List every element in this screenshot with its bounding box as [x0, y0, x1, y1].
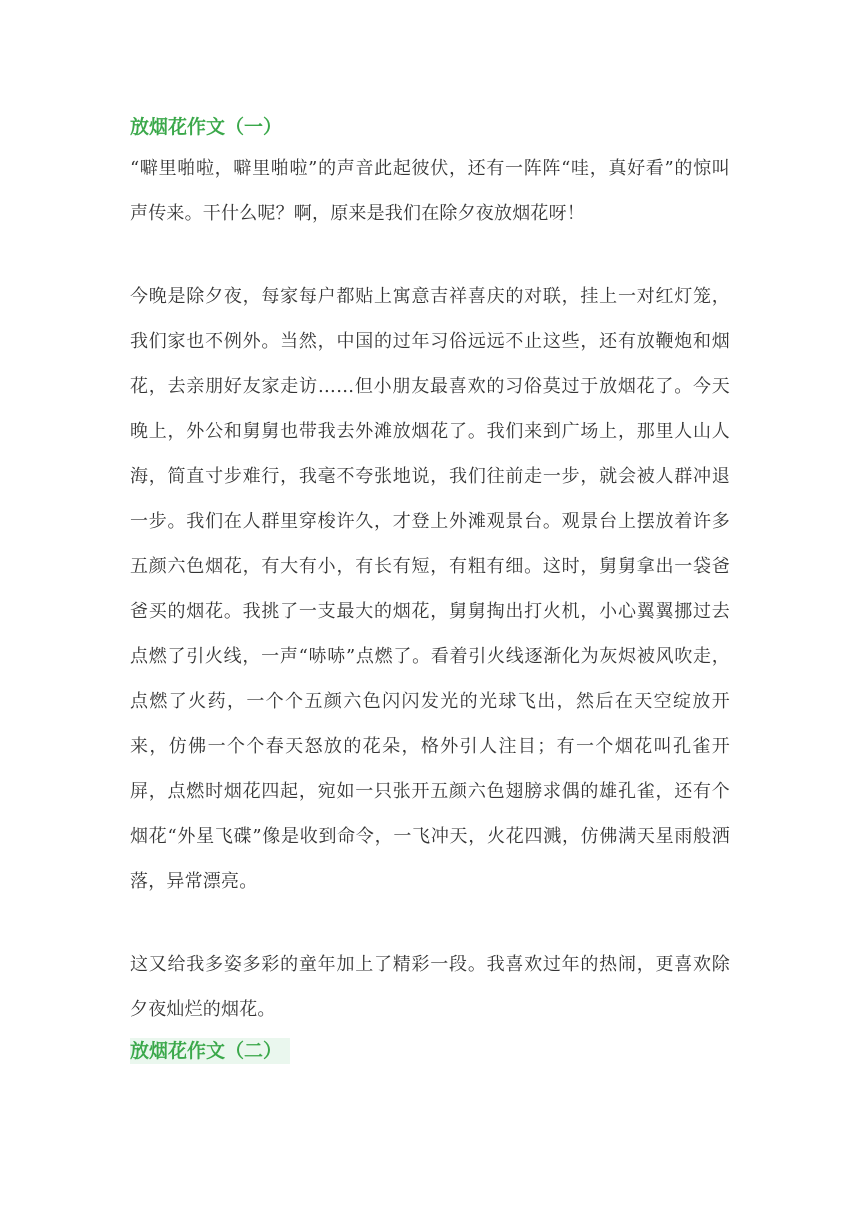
paragraph-1: “噼里啪啦，噼里啪啦”的声音此起彼伏，还有一阵阵“哇，真好看”的惊叫声传来。干什么呢？啊，原来是我们在除夕夜放烟花呀！	[130, 158, 730, 224]
essay-title-2	[130, 1032, 730, 1070]
paragraph-3: 这又给我多姿多彩的童年加上了精彩一段。我喜欢过年的热闹，更喜欢除夕夜灿烂的烟花。	[130, 954, 730, 1020]
paragraph-2: 今晚是除夕夜，每家每户都贴上寓意吉祥喜庆的对联，挂上一对红灯笼，我们家也不例外。当然，中国的过年习俗远远不止这些，还有放鞭炮和烟花，去亲朋好友家走访……但小朋友最喜欢的习俗莫过于放烟花了。今天晚上，外公和舅舅也带我去外滩放烟花了。我们来到广场上，那里人山人海，简直寸步难行，我毫不夸张地说，我们往前走一步，就会被人群冲退一步。我们在人群里穿梭许久，才登上外滩观景台。观景台上摆放着许多五颜六色烟花，有大有小，有长有短，有粗有细。这时，舅舅拿出一袋爸爸买的烟花。我挑了一支最大的烟花，舅舅掏出打火机，小心翼翼挪过去点燃了引火线，一声“哧哧”点燃了。看着引火线逐渐化为灰烬被风吹走，点燃了火药，一个个五颜六色闪闪发光的光球飞出，然后在天空绽放开来，仿佛一个个春天怒放的花朵，格外引人注目；有一个烟花叫孔雀开屏，点燃时烟花四起，宛如一只张开五颜六色翅膀求偶的雄孔雀，还有个烟花“外星飞碟”像是收到命令，一飞冲天，火花四溅，仿佛满天星雨般洒落，异常漂亮。	[130, 286, 730, 892]
essay-title-2-text: 放烟花作文（二）	[130, 1038, 290, 1064]
essay-title-1: 放烟花作文（一）	[130, 116, 283, 138]
paragraph-spacer	[130, 236, 730, 274]
paragraph-spacer	[130, 904, 730, 942]
document-page	[130, 108, 730, 1070]
